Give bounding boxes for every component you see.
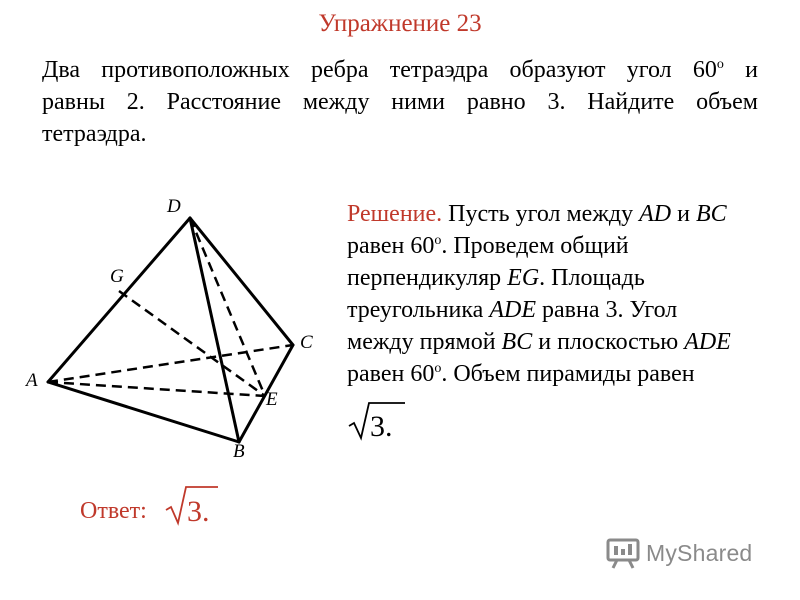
problem-line-1: Два противоположных ребра тетраэдра образуют угол $60^о$ и bbox=[42, 57, 759, 83]
solution-line-4: треугольника ADE равна 3. Угол bbox=[347, 297, 678, 323]
label-E: E bbox=[266, 389, 278, 410]
solution-line-2: равен $60^о$. Проведем общий bbox=[347, 233, 629, 259]
solution-line-6: равен $60^о$. Объем пирамиды равен bbox=[347, 361, 695, 387]
degree-sign: о bbox=[716, 57, 724, 72]
answer-value: 3. bbox=[187, 495, 210, 528]
exercise-title: Упражнение 23 bbox=[318, 10, 482, 37]
solution-sqrt-result bbox=[347, 400, 407, 442]
degree-sign: о bbox=[434, 361, 442, 376]
segment-AE-dashed bbox=[48, 382, 265, 396]
label-D: D bbox=[167, 196, 181, 217]
logo-text: MyShared bbox=[646, 539, 753, 566]
solution-heading: Решение. bbox=[347, 201, 443, 227]
label-B: B bbox=[233, 441, 245, 462]
answer-label: Ответ: bbox=[80, 498, 147, 524]
problem-statement bbox=[42, 54, 758, 150]
degree-sign: о bbox=[434, 233, 442, 248]
problem-line-3: тетраэдра. bbox=[42, 121, 147, 147]
edge-DB bbox=[190, 218, 239, 442]
edge-DC bbox=[190, 218, 293, 345]
tetrahedron-figure bbox=[20, 190, 320, 470]
edge-AB bbox=[48, 382, 239, 442]
edge-AD bbox=[48, 218, 190, 382]
solution-line-3: перпендикуляр EG. Площадь bbox=[347, 265, 645, 291]
presentation-board-icon bbox=[606, 536, 640, 570]
label-G: G bbox=[110, 266, 124, 287]
solution-sqrt-value: 3. bbox=[370, 410, 393, 442]
answer-sqrt-value bbox=[164, 484, 224, 528]
label-A: A bbox=[26, 370, 38, 391]
solution-line-1: Решение. Пусть угол между AD и BC bbox=[347, 201, 727, 227]
myshared-logo bbox=[606, 536, 752, 570]
edge-AC-dashed bbox=[48, 345, 293, 382]
label-C: C bbox=[300, 332, 313, 353]
solution-line-5: между прямой BC и плоскостью ADE bbox=[347, 329, 731, 355]
solution-text bbox=[347, 198, 777, 390]
problem-line-2: равны 2. Расстояние между ними равно 3. Найдите объем bbox=[42, 89, 758, 115]
